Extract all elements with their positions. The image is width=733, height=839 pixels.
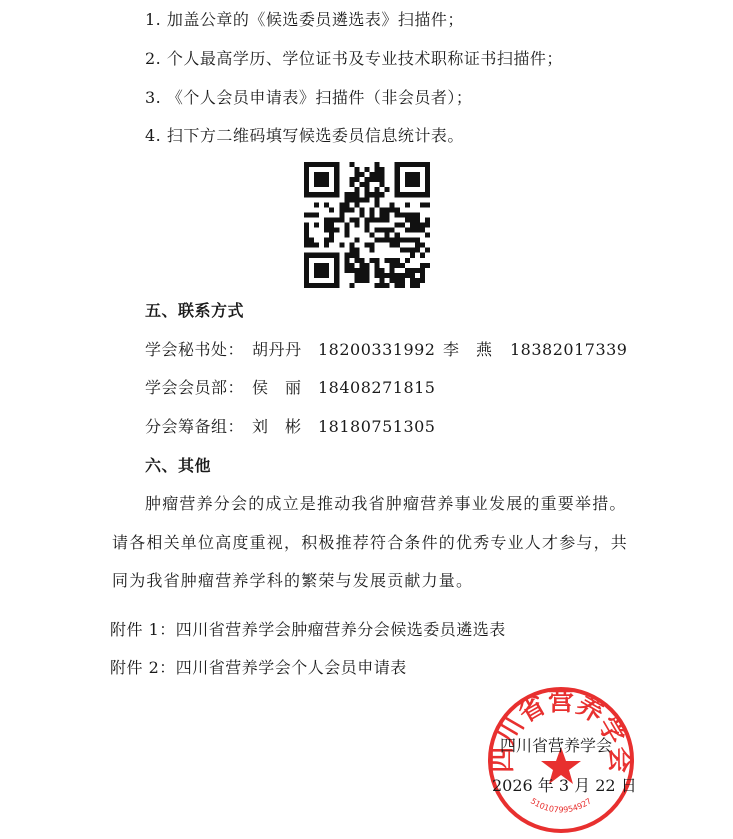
list-item: 4. 扫下方二维码填写候选委员信息统计表。: [145, 126, 464, 145]
contact-unit: 分会筹备组：: [145, 417, 245, 436]
signature-date: 2026 年 3 月 22 日: [492, 776, 637, 795]
list-item: 1. 加盖公章的《候选委员遴选表》扫描件；: [145, 10, 464, 29]
contact-name: 侯 丽: [252, 378, 302, 397]
section-heading: 五、联系方式: [145, 301, 245, 320]
svg-text:5101079954927: 5101079954927: [528, 796, 594, 815]
svg-text:四川省营养学会: 四川省营养学会: [487, 686, 635, 773]
contact-name: 刘 彬: [252, 417, 302, 436]
paragraph-line: 肿瘤营养分会的成立是推动我省肿瘤营养事业发展的重要举措。: [145, 494, 627, 513]
paragraph-line: 请各相关单位高度重视，积极推荐符合条件的优秀专业人才参与，共: [112, 533, 629, 552]
official-seal-stamp: [486, 685, 636, 835]
paragraph-line: 同为我省肿瘤营养学科的繁荣与发展贡献力量。: [112, 571, 474, 590]
contact-unit: 学会秘书处：: [145, 340, 245, 359]
section-heading: 六、其他: [145, 456, 212, 475]
contact-name: 李 燕: [443, 340, 493, 359]
contact-unit: 学会会员部：: [145, 378, 245, 397]
contact-name: 胡丹丹: [252, 340, 302, 359]
contact-phone: 18382017339: [510, 340, 628, 359]
attachment-line: 附件 2：四川省营养学会个人会员申请表: [110, 658, 407, 677]
list-item: 3. 《个人会员申请表》扫描件（非会员者）；: [145, 88, 473, 107]
list-item: 2. 个人最高学历、学位证书及专业技术职称证书扫描件；: [145, 49, 563, 68]
contact-phone: 18180751305: [318, 417, 436, 436]
contact-phone: 18408271815: [318, 378, 436, 397]
attachment-line: 附件 1：四川省营养学会肿瘤营养分会候选委员遴选表: [110, 620, 506, 639]
signature-organization: 四川省营养学会: [500, 736, 613, 755]
contact-phone: 18200331992: [318, 340, 436, 359]
qr-code: [304, 162, 430, 288]
